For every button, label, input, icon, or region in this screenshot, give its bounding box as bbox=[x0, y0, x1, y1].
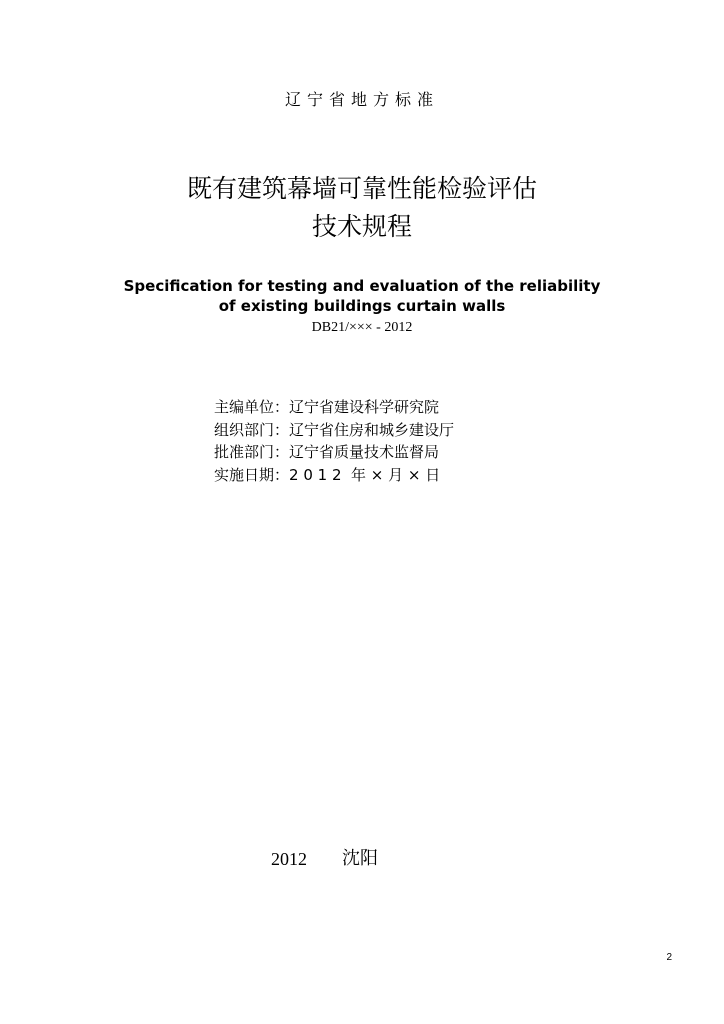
title-english-line2: of existing buildings curtain walls bbox=[218, 297, 506, 315]
info-row-organizer bbox=[214, 419, 454, 442]
info-label: 实施日期： bbox=[214, 465, 290, 484]
page-number: 2 bbox=[666, 952, 672, 963]
info-value: 辽宁省质量技术监督局 bbox=[289, 443, 440, 461]
footer-year: 2012 bbox=[271, 849, 307, 869]
info-value: 2 0 1 2 年 × 月 × 日 bbox=[289, 465, 441, 484]
standard-code: DB21/××× - 2012 bbox=[311, 320, 413, 335]
title-chinese-line2: 技术规程 bbox=[311, 212, 412, 241]
title-chinese bbox=[0, 170, 724, 246]
info-value: 辽宁省建设科学研究院 bbox=[289, 398, 440, 416]
info-label: 组织部门： bbox=[214, 420, 290, 439]
info-row-approver bbox=[214, 441, 454, 464]
info-label: 批准部门： bbox=[214, 443, 290, 461]
title-english bbox=[0, 276, 724, 316]
footer-city: 沈阳 bbox=[342, 848, 378, 869]
info-row-editor bbox=[214, 396, 454, 419]
info-row-effective-date bbox=[214, 464, 454, 487]
standard-type: 辽宁省地方标准 bbox=[284, 90, 439, 109]
info-label: 主编单位： bbox=[214, 398, 290, 416]
info-block bbox=[214, 396, 454, 486]
title-chinese-line1: 既有建筑幕墙可靠性能检验评估 bbox=[186, 174, 537, 203]
info-value: 辽宁省住房和城乡建设厅 bbox=[289, 420, 455, 439]
title-english-line1: Specification for testing and evaluation of the reliability bbox=[123, 277, 601, 295]
